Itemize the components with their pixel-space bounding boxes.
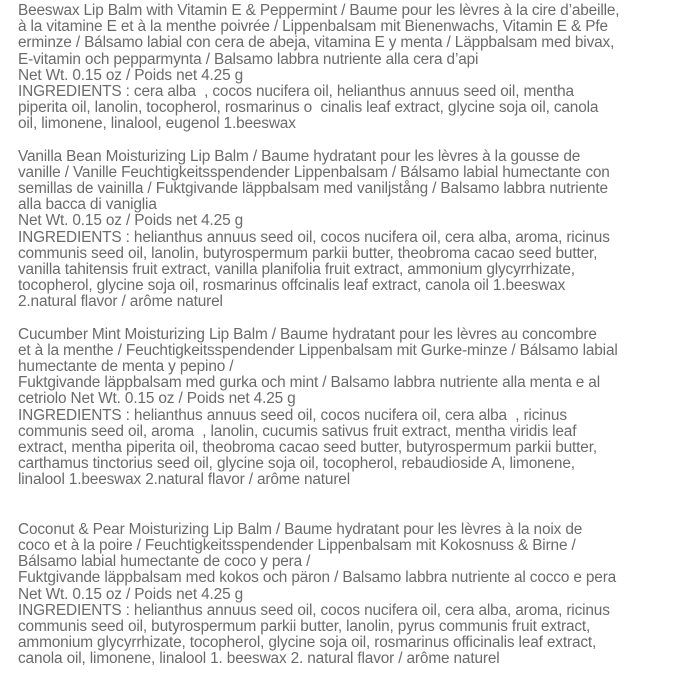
text-line: Fuktgivande läppbalsam med kokos och päron / Balsamo labbra nutriente al cocco e pera	[18, 569, 617, 587]
ingredients-line: vanilla tahitensis fruit extract, vanilla planifolia fruit extract, ammonium glycyrrhizate,	[18, 261, 575, 279]
text-line: Cucumber Mint Moisturizing Lip Balm / Baume hydratant pour les lèvres au concombre	[18, 325, 597, 343]
text-line: semillas de vainilla / Fuktgivande läppbalsam med vaniljstång / Balsamo labbra nutriente	[18, 180, 608, 198]
ingredients-line: INGREDIENTS : helianthus annuus seed oil, cocos nucifera oil, cera alba , ricinus	[18, 406, 567, 424]
net-weight-line: Net Wt. 0.15 oz / Poids net 4.25 g	[18, 66, 244, 84]
ingredients-line: oil, limonene, linalool, eugenol 1.beeswax	[18, 115, 296, 133]
product-block-vanilla-bean	[18, 149, 663, 311]
text-line: humectante de menta y pepino /	[18, 358, 234, 376]
ingredients-line: tocopherol, glycine soja oil, rosmarinus offcinalis leaf extract, canola oil 1.beeswax	[18, 277, 566, 295]
ingredients-line: linalool 1.beeswax 2.natural flavor / arôme naturel	[18, 471, 350, 489]
ingredients-line: extract, mentha piperita oil, theobroma cacao seed butter, butyrospermum parkii butter,	[18, 439, 597, 457]
ingredients-line: canola oil, limonene, linalool 1. beeswax 2. natural flavor / arôme naturel	[18, 650, 500, 668]
text-line: Fuktgivande läppbalsam med gurka och mint / Balsamo labbra nutriente alla menta e al	[18, 374, 600, 392]
product-block-beeswax-peppermint	[18, 3, 663, 133]
text-line: erminze / Bálsamo labial con cera de abeja, vitamina E y menta / Läppbalsam med bivax,	[18, 34, 615, 52]
text-line: Beeswax Lip Balm with Vitamin E & Peppermint / Baume pour les lèvres à la cire d’abeille,	[18, 2, 620, 19]
net-weight-line: cetriolo Net Wt. 0.15 oz / Poids net 4.25 g	[18, 390, 296, 408]
text-line: à la vitamine E et à la menthe poivrée / Lippenbalsam mit Bienenwachs, Vitamin E & Pfe	[18, 18, 608, 36]
text-line: vanille / Vanille Feuchtigkeitsspendender Lippenbalsam / Bálsamo labial humectante con	[18, 163, 610, 181]
ingredients-line: 2.natural flavor / arôme naturel	[18, 293, 223, 311]
net-weight-line: Net Wt. 0.15 oz / Poids net 4.25 g	[18, 212, 244, 230]
ingredients-line: piperita oil, lanolin, tocopherol, rosmarinus o cinalis leaf extract, glycine soja oil, canola	[18, 99, 599, 117]
ingredients-line: carthamus tinctorius seed oil, glycine soja oil, tocopherol, rebaudioside A, limonene,	[18, 455, 575, 473]
product-block-cucumber-mint	[18, 327, 663, 489]
ingredients-line: ammonium glycyrrhizate, tocopherol, glycine soja oil, rosmarinus officinalis leaf extract,	[18, 634, 597, 652]
ingredients-line: INGREDIENTS : helianthus annuus seed oil, cocos nucifera oil, cera alba, aroma, ricinus	[18, 228, 610, 246]
text-line: et à la menthe / Feuchtigkeitsspendender Lippenbalsam mit Gurke-minze / Bálsamo labial	[18, 341, 618, 359]
net-weight-line: Net Wt. 0.15 oz / Poids net 4.25 g	[18, 585, 244, 603]
ingredients-line: INGREDIENTS : cera alba , cocos nucifera oil, helianthus annuus seed oil, mentha	[18, 83, 574, 101]
ingredients-line: communis seed oil, butyrospermum parkii butter, lanolin, pyrus communis fruit extract,	[18, 617, 591, 635]
ingredients-line: communis seed oil, aroma , lanolin, cucumis sativus fruit extract, mentha viridis leaf	[18, 422, 577, 440]
ingredients-line: communis seed oil, lanolin, butyrospermum parkii butter, theobroma cacao seed butter,	[18, 244, 598, 262]
product-block-coconut-pear	[18, 522, 663, 668]
text-line: Bálsamo labial humectante de coco y pera /	[18, 553, 311, 571]
text-line: alla bacca di vaniglia	[18, 196, 157, 214]
text-line: Coconut & Pear Moisturizing Lip Balm / Baume hydratant pour les lèvres à la noix de	[18, 520, 583, 538]
text-line: Vanilla Bean Moisturizing Lip Balm / Baume hydratant pour les lèvres à la gousse de	[18, 147, 581, 165]
ingredients-line: INGREDIENTS : helianthus annuus seed oil, cocos nucifera oil, cera alba, aroma, ricinus	[18, 601, 610, 619]
text-line: coco et à la poire / Feuchtigkeitsspendender Lippenbalsam mit Kokosnuss & Birne /	[18, 536, 576, 554]
text-line: E-vitamin och pepparmynta / Balsamo labbra nutriente alla cera d’api	[18, 50, 479, 68]
